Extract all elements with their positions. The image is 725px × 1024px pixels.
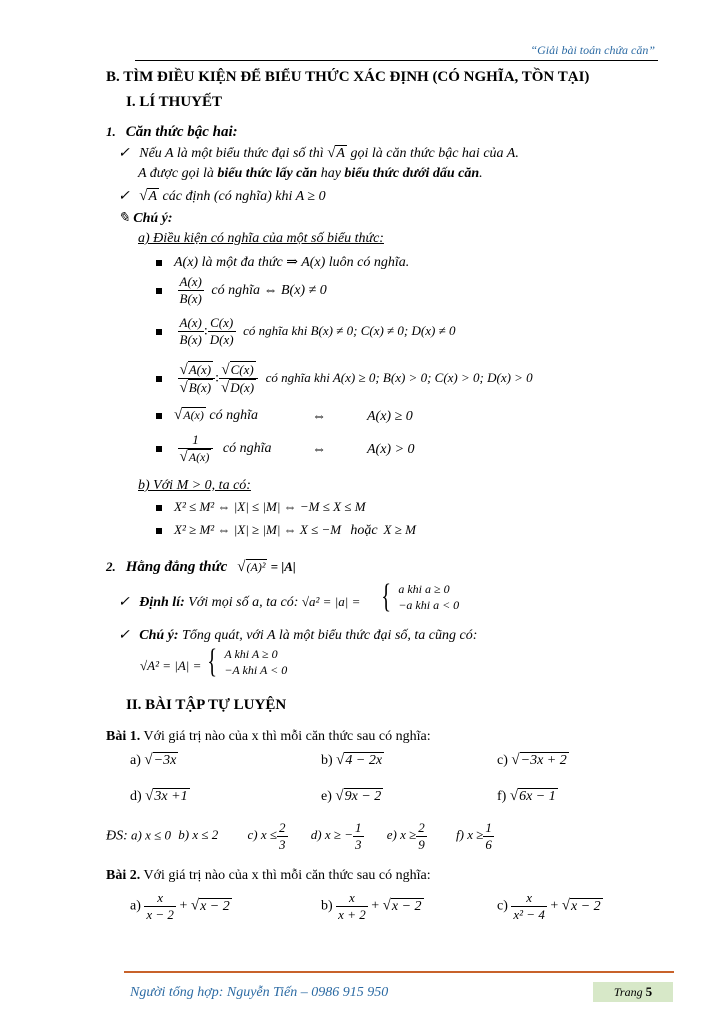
s1-l2a: A được gọi là [138, 166, 214, 181]
part1-title: I. LÍ THUYẾT [126, 94, 223, 110]
denominator: B(x) [188, 380, 212, 395]
s1-b5-text: có nghĩa [209, 408, 258, 423]
s2-gen-lhs: √A² = |A| = [140, 658, 202, 673]
pencil-icon: ✎ [118, 211, 130, 226]
ans-f: f) x ≥ [456, 827, 484, 843]
numerator: A(x) [179, 315, 202, 330]
bullet-square-icon [156, 528, 162, 534]
bullet-square-icon [156, 288, 162, 294]
numerator: A(x) [188, 362, 212, 377]
check-icon: ✓ [118, 146, 130, 161]
s1-l1a: Nếu A là một biểu thức đại số thì [139, 146, 324, 161]
page-number-box [593, 982, 673, 1002]
bai1-b: b) √4 − 2x [321, 752, 383, 768]
bai2-b: b) $\frac{x}{x + 2}$ + √x − 2 [321, 890, 422, 922]
s1-note-label: Chú ý: [133, 211, 173, 226]
bai1-a: a) √−3x [130, 752, 177, 768]
ans-a: a) x ≤ 0 [131, 827, 172, 843]
s1-bullet2 [156, 274, 327, 307]
s2-theorem [118, 594, 360, 611]
s1-l1b: gọi là căn thức bậc hai của A. [350, 146, 519, 161]
colon: : [215, 370, 219, 386]
label: b) [321, 898, 333, 914]
label: e) [321, 789, 332, 804]
s2-title: Hằng đẳng thức [125, 559, 228, 575]
numerator: x [336, 890, 368, 907]
s1-l3b: các định (có nghĩa) khi A ≥ 0 [162, 189, 326, 204]
s1-bullet6 [156, 432, 272, 465]
bullet-square-icon [156, 376, 162, 382]
bullet-square-icon [156, 446, 162, 452]
denominator: x² − 4 [513, 907, 545, 922]
ans-label: ĐS: [106, 828, 128, 844]
fraction [353, 820, 364, 853]
bullet-square-icon [156, 505, 162, 511]
s2-note-text: Tổng quát, với A là một biểu thức đại số, ta cũng có: [182, 628, 478, 643]
numerator: C(x) [208, 315, 236, 332]
denominator: A(x) [188, 450, 210, 464]
numerator: C(x) [230, 362, 254, 377]
case1: A khi A ≥ 0 [224, 647, 278, 661]
denominator: B(x) [179, 291, 202, 306]
s1-l2b: biểu thức lấy căn [217, 166, 318, 181]
radicand: 4 − 2x [345, 753, 383, 768]
header-title: “Giải bài toán chứa căn” [530, 43, 655, 57]
bullet-square-icon [156, 413, 162, 419]
fraction [178, 274, 204, 307]
numerator: x [144, 890, 176, 907]
bai2-a: a) $\frac{x}{x - 2}$ + √x − 2 [130, 890, 230, 922]
s2-thm-cases [378, 578, 460, 615]
s2-heading [106, 558, 296, 576]
denominator: 3 [355, 837, 362, 852]
ans-e: e) x ≥ [386, 827, 417, 843]
numerator: 1 [355, 820, 362, 835]
radicand: 3x +1 [154, 789, 188, 804]
s1-title: Căn thức bậc hai: [125, 124, 238, 140]
denominator: D(x) [230, 380, 255, 395]
fraction [208, 315, 236, 348]
s1-b6-text: có nghĩa [222, 440, 272, 456]
check-icon: ✓ [118, 189, 130, 204]
s2-thm-text: Với mọi số a, ta có: [188, 595, 299, 610]
s2-gen-cases [204, 643, 288, 680]
s1-c2b: hoặc [350, 523, 378, 538]
check-icon: ✓ [118, 595, 130, 610]
fraction [483, 820, 494, 853]
bai1-e: e) √9x − 2 [321, 788, 382, 804]
s1-l2d: biểu thức dưới dấu căn [344, 166, 480, 181]
s2-note [118, 627, 477, 644]
s2-num: 2. [106, 559, 116, 574]
s1-line3 [118, 188, 326, 205]
s1-b6-iff: ⇔ [312, 442, 326, 457]
denominator: D(x) [209, 332, 234, 347]
s1-bullet3 [156, 315, 455, 348]
label: c) [497, 898, 508, 914]
check-icon: ✓ [118, 628, 130, 643]
radicand: 6x − 1 [519, 789, 556, 804]
numerator: 2 [279, 820, 286, 835]
bullet-square-icon [156, 329, 162, 335]
numerator: x [511, 890, 546, 907]
section-b-title: B. TÌM ĐIỀU KIỆN ĐỂ BIỂU THỨC XÁC ĐỊNH (CÓ NGHĨA, TỒN TẠI) [106, 69, 590, 85]
sqrt-icon: √ [327, 145, 336, 161]
s1-note [118, 210, 173, 227]
plus: + [179, 898, 188, 914]
label: c) [497, 753, 508, 768]
bai1-text: Với giá trị nào của x thì mỗi căn thức sau có nghĩa: [143, 729, 431, 744]
fraction: $\frac{1}{√A(x)}$ [178, 432, 214, 465]
denominator: B(x) [179, 332, 202, 347]
s1-b1: A(x) là một đa thức ⇒ A(x) luôn có nghĩa. [174, 255, 410, 270]
s2-identity-rad: (A)² [246, 560, 266, 574]
s1-line1 [118, 145, 519, 162]
fraction [416, 820, 427, 853]
s1-b6-cond: A(x) > 0 [367, 442, 415, 457]
denominator: x − 2 [146, 907, 174, 922]
fraction [336, 890, 368, 923]
s1-c1-row [156, 499, 366, 515]
denominator: 6 [485, 837, 492, 852]
radical-fraction: $\frac{√A(x)}{√B(x)}$ [178, 361, 216, 396]
s1-heading [106, 123, 238, 141]
bai2-heading [106, 868, 431, 884]
numerator: 2 [418, 820, 425, 835]
label: f) [497, 789, 507, 804]
s2-note-label: Chú ý: [139, 628, 179, 643]
denominator: 3 [279, 837, 286, 852]
numerator: A(x) [179, 274, 202, 289]
s1-bullet1 [156, 254, 409, 271]
bai2-text: Với giá trị nào của x thì mỗi căn thức sau có nghĩa: [143, 868, 431, 883]
s1-l2e: . [479, 166, 483, 181]
label: d) [130, 789, 142, 804]
s1-rad-a2: A [148, 189, 158, 204]
s1-bullet5 [156, 407, 258, 424]
s2-identity-rhs: = |A| [267, 559, 296, 574]
s1-b3-text: có nghĩa khi B(x) ≠ 0; C(x) ≠ 0; D(x) ≠ 0 [243, 322, 456, 338]
plus: + [371, 898, 380, 914]
page-number: 5 [645, 984, 653, 999]
case2: −a khi a < 0 [398, 598, 460, 612]
s2-thm-label: Định lí: [139, 595, 185, 610]
bai1-heading [106, 729, 431, 745]
s1-sub-b: b) Với M > 0, ta có: [138, 478, 251, 493]
header-divider [135, 60, 658, 61]
bai1-f: f) √6x − 1 [497, 788, 556, 804]
colon: : [203, 323, 208, 339]
case2: −A khi A < 0 [224, 663, 288, 677]
bai1-d: d) √3x +1 [130, 788, 188, 804]
s1-b4-text: có nghĩa khi A(x) ≥ 0; B(x) > 0; C(x) > 0; D(x) > 0 [265, 369, 533, 385]
s1-l2c: hay [320, 166, 341, 181]
bai1-label: Bài 1. [106, 729, 141, 744]
brace-icon: { [207, 643, 218, 680]
bullet-square-icon [156, 260, 162, 266]
fraction [277, 820, 288, 853]
s1-bullet4 [156, 361, 533, 396]
numerator: 1 [178, 432, 214, 449]
sqrt-icon: √ [139, 188, 148, 204]
footer-divider [124, 971, 674, 973]
s1-b5-rad: A(x) [183, 408, 204, 422]
radicand: x − 2 [570, 898, 601, 914]
s1-sub-a: a) Điều kiện có nghĩa của một số biểu thức: [138, 231, 384, 246]
numerator: 1 [485, 820, 492, 835]
radical-fraction: $\frac{√C(x)}{√D(x)}$ [219, 361, 258, 396]
radicand: x − 2 [200, 898, 230, 914]
s1-rad-a: A [336, 146, 345, 161]
radicand: 9x − 2 [344, 789, 382, 804]
bai2-c: c) $\frac{x}{\text{x² − 4}}$ + √x − 2 [497, 890, 601, 922]
ans-c: c) x ≤ [247, 827, 278, 843]
fraction [144, 890, 176, 923]
radicand: −3x [153, 753, 177, 768]
label: b) [321, 753, 333, 768]
radicand: x − 2 [391, 898, 422, 914]
denominator: x + 2 [338, 907, 366, 922]
fraction [178, 315, 204, 348]
s1-b2-text: có nghĩa ⇔ B(x) ≠ 0 [211, 282, 327, 298]
denominator: 9 [418, 837, 425, 852]
bai2-label: Bài 2. [106, 868, 141, 883]
s1-line2 [138, 166, 483, 182]
brace-icon: { [381, 578, 392, 615]
s2-thm-lhs: √a² = |a| = [301, 594, 361, 609]
plus: + [550, 898, 559, 914]
label: a) [130, 898, 141, 914]
bai1-c: c) √−3x + 2 [497, 752, 567, 768]
s1-b5-cond: A(x) ≥ 0 [367, 409, 413, 424]
bai1-answers [106, 820, 494, 853]
sqrt-icon: √ [174, 407, 183, 423]
ans-b: b) x ≤ 2 [178, 827, 219, 843]
part2-title: II. BÀI TẬP TỰ LUYỆN [126, 697, 287, 713]
s1-c2-row [156, 522, 416, 539]
s1-b5-iff: ⇔ [312, 409, 326, 424]
radicand: −3x + 2 [520, 753, 567, 768]
s1-c2c: X ≥ M [383, 522, 416, 537]
ans-d: d) x ≥ − [310, 827, 354, 843]
sqrt-icon: √ [237, 559, 246, 575]
footer-author: Người tổng hợp: Nguyễn Tiến – 0986 915 950 [130, 985, 389, 1000]
case1: a khi a ≥ 0 [398, 582, 450, 596]
page-label: Trang [613, 985, 643, 999]
s1-c1: X² ≤ M² ⇔ |X| ≤ |M| ⇔ −M ≤ X ≤ M [174, 499, 366, 514]
label: a) [130, 753, 141, 768]
fraction [511, 890, 546, 923]
s1-c2a: X² ≥ M² ⇔ |X| ≥ |M| ⇔ X ≤ −M [174, 522, 342, 537]
s1-num: 1. [106, 124, 116, 139]
